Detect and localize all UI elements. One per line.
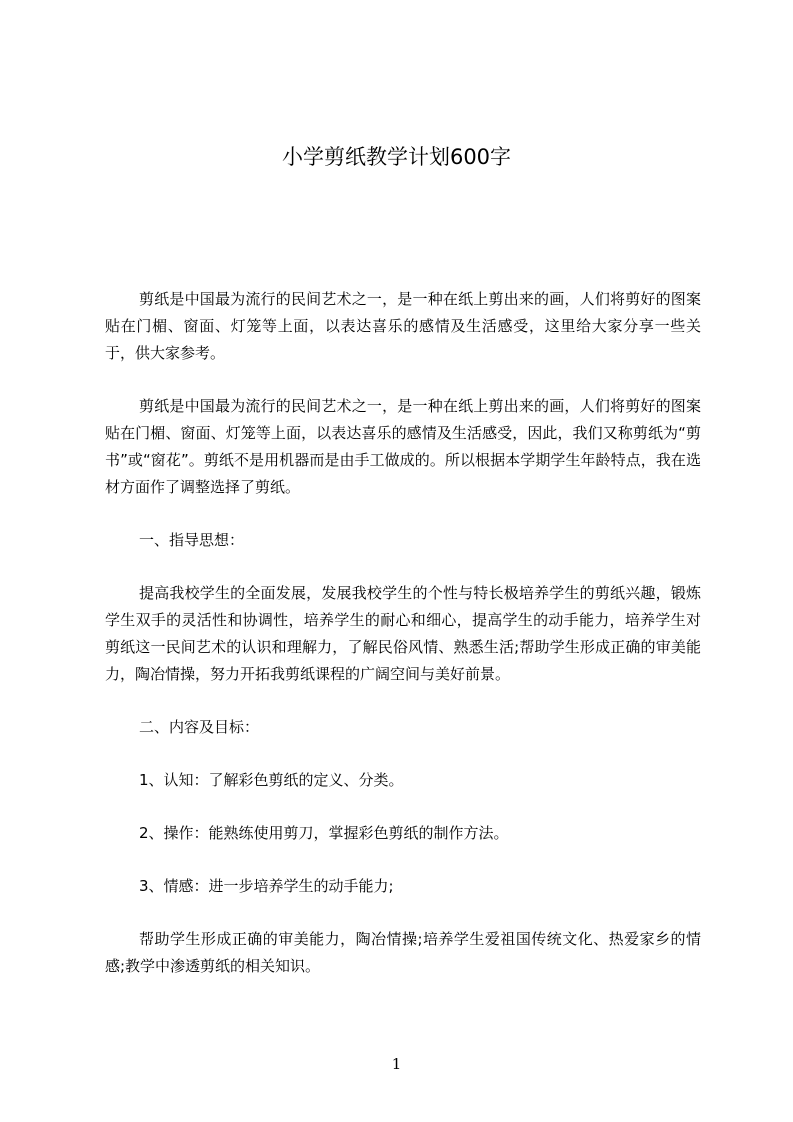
document-body bbox=[105, 286, 701, 1006]
section-heading-guiding-thought: 一、指导思想： bbox=[139, 531, 245, 549]
intro-paragraph: 剪纸是中国最为流行的民间艺术之一，是一种在纸上剪出来的画，人们将剪好的图案贴在门楣、窗面、灯笼等上面，以表达喜乐的感情及生活感受，这里给大家分享一些关于，供大家参考。 bbox=[105, 290, 701, 362]
goal-item-cognition: 1、认知：了解彩色剪纸的定义、分类。 bbox=[139, 771, 404, 789]
goal-item-operation: 2、操作：能熟练使用剪刀，掌握彩色剪纸的制作方法。 bbox=[139, 824, 509, 842]
document-title: 小学剪纸教学计划600字 bbox=[281, 145, 512, 169]
goals-summary-paragraph: 帮助学生形成正确的审美能力，陶冶情操;培养学生爱祖国传统文化、热爱家乡的情感;教学中渗透剪纸的相关知识。 bbox=[105, 930, 701, 975]
section-heading-content-goals: 二、内容及目标： bbox=[139, 718, 260, 736]
page-number: 1 bbox=[391, 1055, 402, 1073]
guiding-thought-paragraph: 提高我校学生的全面发展，发展我校学生的个性与特长极培养学生的剪纸兴趣，锻炼学生双手的灵活性和协调性，培养学生的耐心和细心，提高学生的动手能力，培养学生对剪纸这一民间艺术的认识和理解力，了解民俗风情、熟悉生活;帮助学生形成正确的审美能力，陶冶情操，努力开拓我剪纸课程的广阔空间与美好前景。 bbox=[105, 584, 701, 683]
goal-item-emotion: 3、情感：进一步培养学生的动手能力; bbox=[139, 877, 394, 895]
background-paragraph: 剪纸是中国最为流行的民间艺术之一，是一种在纸上剪出来的画，人们将剪好的图案贴在门楣、窗面、灯笼等上面，以表达喜乐的感情及生活感受，因此，我们又称剪纸为“剪书”或“窗花”。剪纸不是用机器而是由手工做成的。所以根据本学期学生年龄特点，我在选材方面作了调整选择了剪纸。 bbox=[105, 397, 701, 496]
